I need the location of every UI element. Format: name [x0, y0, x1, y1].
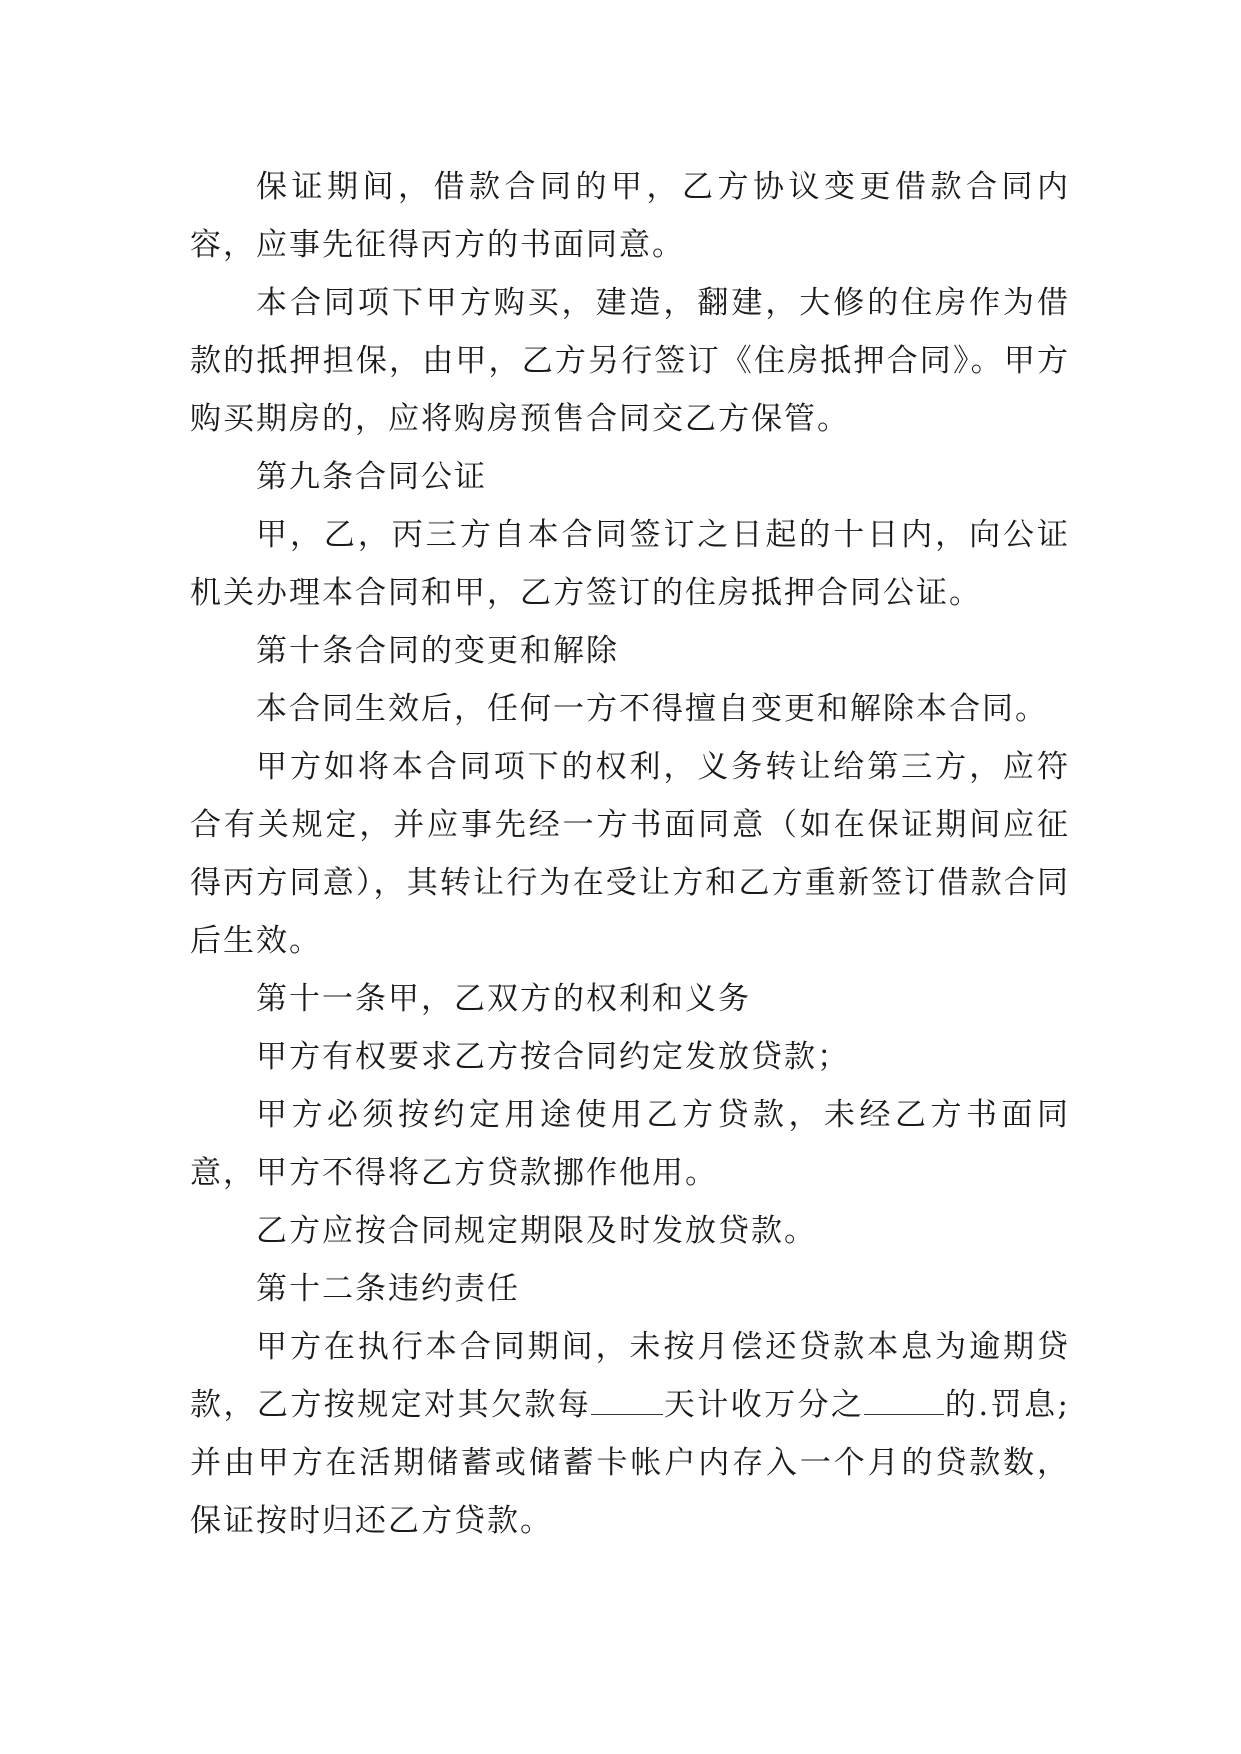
penalty-text-part-3: 的.罚息;并由甲方在活期储蓄或储蓄卡帐户内存入一个月的贷款数，保证按时归还乙方贷款。 [190, 1387, 1070, 1539]
paragraph-notarization: 甲，乙，丙三方自本合同签订之日起的十日内，向公证机关办理本合同和甲，乙方签订的住房抵押合同公证。 [190, 517, 1070, 611]
paragraph-timely-release: 乙方应按合同规定期限及时发放贷款。 [256, 1213, 817, 1249]
blank-rate-field[interactable] [864, 1386, 944, 1415]
penalty-text-part-2: 天计收万分之 [663, 1387, 865, 1423]
paragraph-right-to-loan: 甲方有权要求乙方按合同约定发放贷款； [256, 1039, 850, 1075]
paragraph-transfer: 甲方如将本合同项下的权利，义务转让给第三方，应符合有关规定，并应事先经一方书面同意（如在保证期间应征得丙方同意），其转让行为在受让方和乙方重新签订借款合同后生效。 [190, 749, 1070, 959]
paragraph-use-of-loan: 甲方必须按约定用途使用乙方贷款，未经乙方书面同意，甲方不得将乙方贷款挪作他用。 [190, 1097, 1070, 1191]
heading-article-11: 第十一条甲，乙双方的权利和义务 [256, 981, 751, 1017]
blank-days-field[interactable] [591, 1386, 663, 1415]
heading-article-9: 第九条合同公证 [256, 459, 487, 495]
document-page [190, 158, 1070, 1550]
paragraph-guarantee-period: 保证期间，借款合同的甲，乙方协议变更借款合同内容，应事先征得丙方的书面同意。 [190, 169, 1070, 263]
paragraph-no-unilateral-change: 本合同生效后，任何一方不得擅自变更和解除本合同。 [256, 691, 1048, 727]
paragraph-mortgage: 本合同项下甲方购买，建造，翻建，大修的住房作为借款的抵押担保，由甲，乙方另行签订《住房抵押合同》。甲方购买期房的，应将购房预售合同交乙方保管。 [190, 285, 1070, 437]
heading-article-12: 第十二条违约责任 [256, 1271, 520, 1307]
paragraph-penalty [190, 1318, 1070, 1550]
penalty-text-part-1: 甲方在执行本合同期间，未按月偿还贷款本息为逾期贷款，乙方按规定对其欠款每 [190, 1329, 1070, 1423]
heading-article-10: 第十条合同的变更和解除 [256, 633, 619, 669]
